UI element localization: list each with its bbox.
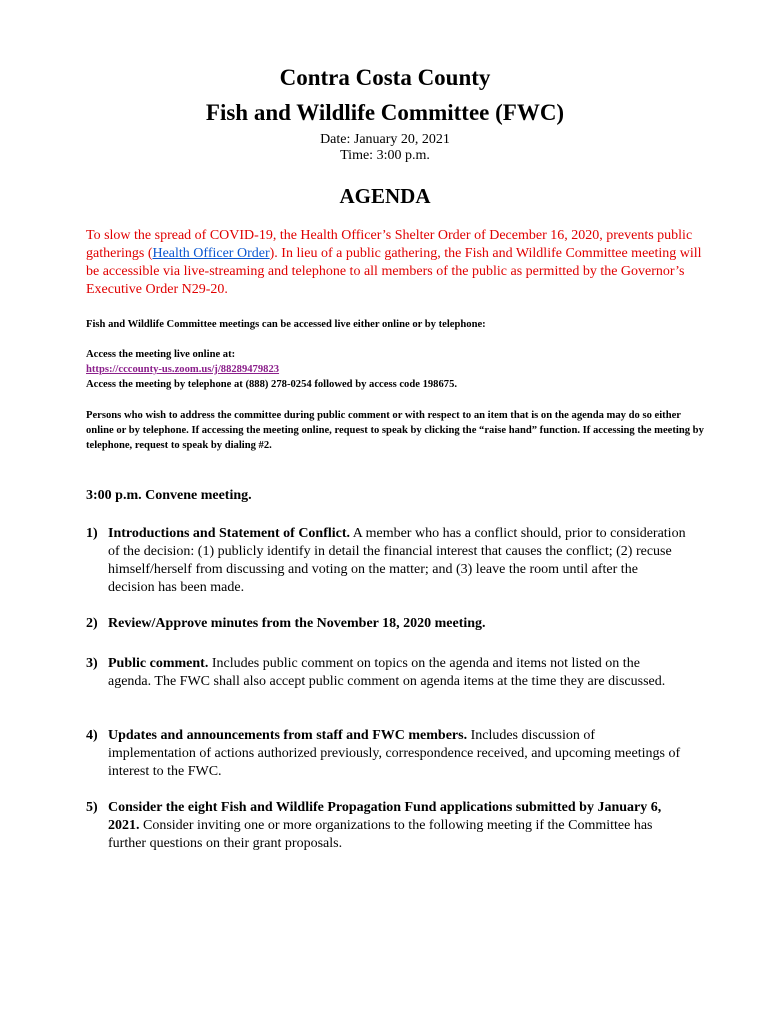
meeting-time: Time: 3:00 p.m. bbox=[340, 148, 430, 163]
telephone-access: Access the meeting by telephone at (888) 278-0254 followed by access code 198675. bbox=[86, 379, 458, 390]
agenda-item-title: Public comment. bbox=[108, 656, 209, 671]
notice-text-1: To slow the spread of COVID-19, the Health Officer’s Shelter Order of December 16, 2020, prevents public gatherings ( bbox=[86, 228, 693, 261]
agenda-item-text: Includes discussion of implementation of actions authorized previously, correspondence received, and upcoming meetings of interest to the FWC. bbox=[108, 728, 681, 779]
public-comment-instructions: Persons who wish to address the committee during public comment or with respect to an item that is on the agenda may do so either online or by telephone. If accessing the meeting online, request to speak by clicking the “raise hand” function. If accessing the meeting by telephone, request to speak by dialing #2. bbox=[86, 410, 704, 451]
agenda-item-title: Review/Approve minutes from the November 18, 2020 meeting. bbox=[108, 616, 486, 631]
access-block bbox=[86, 347, 706, 392]
online-access-label: Access the meeting live online at: bbox=[86, 349, 236, 360]
agenda-item-title: Consider the eight Fish and Wildlife Propagation Fund applications submitted by January 6, 2021. bbox=[108, 800, 662, 833]
agenda-item-text: Consider inviting one or more organizations to the following meeting if the Committee has further questions on their grant proposals. bbox=[108, 818, 653, 851]
agenda-item-text: A member who has a conflict should, prior to consideration of the decision: (1) publicly identify in detail the financial interest that causes the conflict; (2) recuse himself/herself from discussing and voting on the matter; and (3) leave the room until after the decision has been made. bbox=[108, 526, 686, 595]
agenda-item bbox=[86, 655, 686, 691]
zoom-meeting-link[interactable]: https://cccounty-us.zoom.us/j/88289479823 bbox=[86, 364, 280, 375]
page-title-committee: Fish and Wildlife Committee (FWC) bbox=[205, 100, 565, 125]
agenda-item bbox=[86, 615, 686, 633]
agenda-item-title: Introductions and Statement of Conflict. bbox=[108, 526, 351, 541]
agenda-item-number: 3) bbox=[86, 656, 98, 671]
agenda-item-number: 2) bbox=[86, 616, 98, 631]
agenda-item bbox=[86, 525, 686, 597]
access-intro: Fish and Wildlife Committee meetings can be accessed live either online or by telephone: bbox=[86, 319, 486, 330]
agenda-item-text: Includes public comment on topics on the agenda and items not listed on the agenda. The FWC shall also accept public comment on agenda items at the time they are discussed. bbox=[108, 656, 666, 689]
meeting-date: Date: January 20, 2021 bbox=[320, 132, 450, 147]
convene-meeting: 3:00 p.m. Convene meeting. bbox=[86, 488, 252, 503]
agenda-heading: AGENDA bbox=[339, 184, 431, 208]
agenda-item-number: 4) bbox=[86, 728, 98, 743]
agenda-item bbox=[86, 727, 686, 781]
health-officer-order-link[interactable]: Health Officer Order bbox=[152, 246, 270, 261]
covid-notice bbox=[86, 227, 706, 299]
notice-text-2: ). bbox=[269, 246, 278, 261]
agenda-item-number: 1) bbox=[86, 526, 98, 541]
notice-text-3: In lieu of a public gathering, the Fish and Wildlife Committee meeting will be accessible via live-streaming and telephone to all members of the public as permitted by the Governor’s Executive Order N29-20. bbox=[86, 246, 702, 297]
agenda-item bbox=[86, 799, 686, 853]
agenda-item-number: 5) bbox=[86, 800, 98, 815]
agenda-item-title: Updates and announcements from staff and FWC members. bbox=[108, 728, 468, 743]
page-title-county: Contra Costa County bbox=[279, 65, 491, 90]
